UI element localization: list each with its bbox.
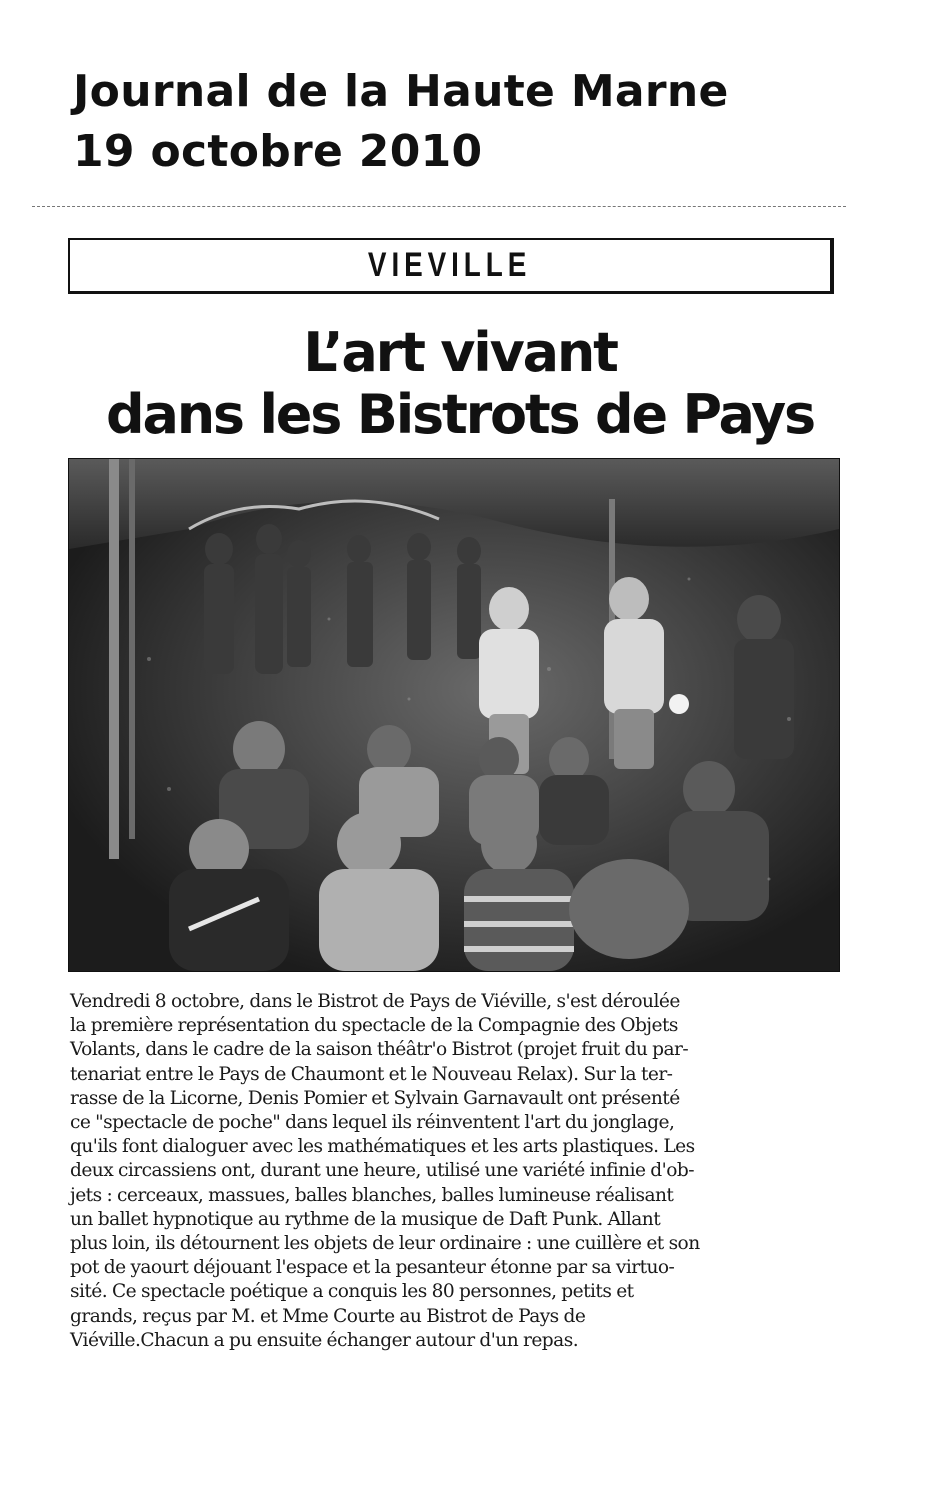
article-line: un ballet hypnotique au rythme de la musique de Daft Punk. Allant	[70, 1208, 661, 1230]
publication-header	[73, 62, 853, 182]
article-line: plus loin, ils détournent les objets de leur ordinaire : une cuillère et son	[70, 1233, 700, 1255]
article-line: tenariat entre le Pays de Chaumont et le Nouveau Relax). Sur la ter-	[70, 1063, 673, 1085]
article-line: pot de yaourt déjouant l'espace et la pesanteur étonne par sa virtuo-	[70, 1257, 675, 1279]
headline-line-1: L’art vivant	[303, 321, 617, 384]
publication-name: Journal de la Haute Marne	[73, 66, 729, 117]
article-line: rasse de la Licorne, Denis Pomier et Sylvain Garnavault ont présenté	[70, 1087, 680, 1109]
article-body	[70, 990, 848, 1353]
publication-date: 19 octobre 2010	[73, 126, 483, 177]
article-line: Vendredi 8 octobre, dans le Bistrot de Pays de Viéville, s'est déroulée	[70, 991, 680, 1012]
article-photo	[68, 458, 840, 972]
article-line: ce "spectacle de poche" dans lequel ils réinventent l'art du jonglage,	[70, 1112, 675, 1134]
article-line: grands, reçus par M. et Mme Courte au Bistrot de Pays de	[70, 1305, 586, 1327]
section-label: VIEVILLE	[368, 246, 532, 284]
article-line: deux circassiens ont, durant une heure, utilisé une variété infinie d'ob-	[70, 1160, 694, 1182]
headline-line-2: dans les Bistrots de Pays	[106, 383, 814, 446]
article-line: Viéville.Chacun a pu ensuite échanger autour d'un repas.	[70, 1329, 579, 1351]
article-line: la première représentation du spectacle de la Compagnie des Objets	[70, 1015, 678, 1037]
article-line: qu'ils font dialoguer avec les mathématiques et les arts plastiques. Les	[70, 1136, 695, 1158]
article-line: sité. Ce spectacle poétique a conquis les 80 personnes, petits et	[70, 1281, 634, 1303]
article-headline	[60, 322, 860, 446]
article-line: Volants, dans le cadre de la saison théâtr'o Bistrot (projet fruit du par-	[70, 1039, 689, 1061]
photo-illustration	[69, 459, 839, 971]
divider-line	[32, 206, 846, 207]
section-banner	[68, 238, 834, 294]
article-line: jets : cerceaux, massues, balles blanches, balles lumineuse réalisant	[70, 1184, 674, 1206]
